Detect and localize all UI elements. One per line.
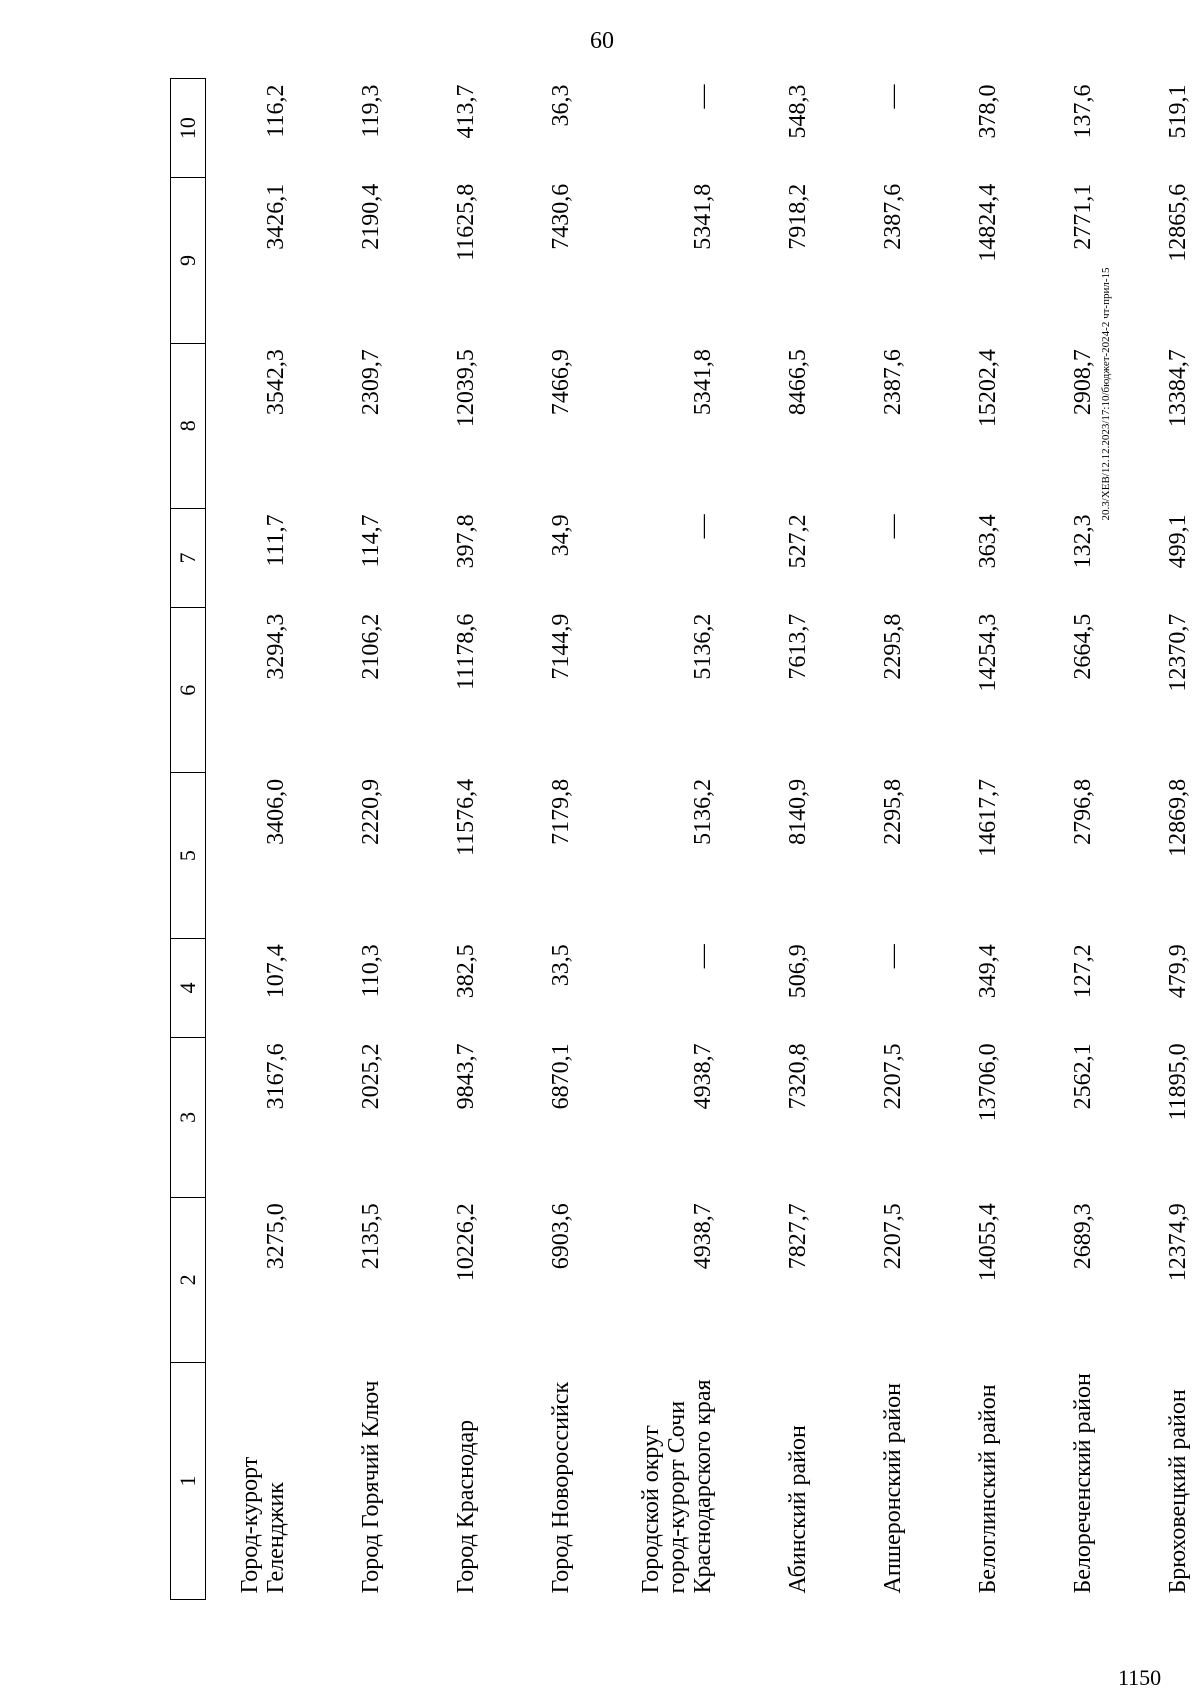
table-cell: 3275,0 [263, 1203, 289, 1270]
table-cell: 397,8 [453, 514, 479, 569]
table-cell: 499,1 [1165, 514, 1191, 569]
table-cell: 4938,7 [690, 1203, 716, 1270]
table-cell: 3294,3 [263, 613, 289, 680]
bottom-page-number: 1150 [1118, 1665, 1162, 1690]
table-cell: — [880, 514, 906, 539]
column-header: 7 [171, 508, 206, 607]
table-cell: 12370,7 [1165, 613, 1191, 692]
budget-table [170, 78, 1200, 1600]
table-row [823, 79, 918, 1600]
table-cell: 506,9 [785, 944, 811, 999]
table-cell: 7144,9 [548, 613, 574, 680]
table-cell: 2771,1 [1070, 183, 1096, 250]
table-cell: — [880, 84, 906, 109]
table-cell: 2106,2 [358, 613, 384, 680]
table-cell: 2664,5 [1070, 613, 1096, 680]
table-cell: 413,7 [453, 84, 479, 139]
table-cell: 11625,8 [453, 183, 479, 261]
table-cell: 14617,7 [975, 778, 1001, 857]
row-name: Городской округ город-курорт Сочи Краснодарского края [638, 1379, 716, 1594]
table-cell: 3426,1 [263, 183, 289, 250]
table-cell: 14254,3 [975, 613, 1001, 692]
table-cell: 7430,6 [548, 183, 574, 250]
table-cell: 3542,3 [263, 349, 289, 416]
table-row [728, 79, 823, 1600]
table-cell: 107,4 [263, 944, 289, 999]
table-cell: 5341,8 [690, 349, 716, 416]
table-row [396, 79, 491, 1600]
table-cell: 2387,6 [880, 349, 906, 416]
table-cell: 2190,4 [358, 183, 384, 250]
table-cell: 2207,5 [880, 1203, 906, 1270]
table-cell: 3167,6 [263, 1043, 289, 1110]
table-cell: 127,2 [1070, 944, 1096, 999]
row-name: Брюховецкий район [1165, 1389, 1191, 1594]
table-row [1013, 79, 1108, 1600]
table-cell: 110,3 [358, 944, 384, 998]
table-cell: 15202,4 [975, 349, 1001, 428]
table-cell: 548,3 [785, 84, 811, 139]
table-cell: 9843,7 [453, 1043, 479, 1110]
table-cell: 2207,5 [880, 1043, 906, 1110]
row-name: Город Горячий Ключ [358, 1380, 384, 1594]
table-cell: 14824,4 [975, 183, 1001, 262]
column-header: 5 [171, 773, 206, 938]
table-cell: 378,0 [975, 84, 1001, 139]
row-name: Белореченский район [1070, 1373, 1096, 1594]
table-cell: 2689,3 [1070, 1203, 1096, 1270]
table-cell: 382,5 [453, 944, 479, 999]
table-cell: 7918,2 [785, 183, 811, 250]
table-row [918, 79, 1013, 1600]
table-cell: 111,7 [263, 514, 289, 567]
table-cell: 2387,6 [880, 183, 906, 250]
table-cell: 5341,8 [690, 183, 716, 250]
row-name: Город Новороссийск [548, 1381, 574, 1594]
table-cell: 11576,4 [453, 778, 479, 857]
table-cell: 6870,1 [548, 1043, 574, 1110]
table-cell: 3406,0 [263, 778, 289, 845]
column-header: 8 [171, 343, 206, 508]
table-cell: 2295,8 [880, 613, 906, 680]
table-cell: 7320,8 [785, 1043, 811, 1110]
column-header: 6 [171, 608, 206, 773]
table-cell: 2025,2 [358, 1043, 384, 1110]
table-cell: 119,3 [358, 84, 384, 138]
table-row [1108, 79, 1200, 1600]
table-cell: 5136,2 [690, 778, 716, 845]
table-cell: 7466,9 [548, 349, 574, 416]
table-cell: 2796,8 [1070, 778, 1096, 845]
row-name: Апшеронский район [880, 1383, 906, 1594]
table-cell: 7179,8 [548, 778, 574, 845]
table-cell: 11178,6 [453, 613, 479, 690]
table-cell: — [690, 514, 716, 539]
table-cell: 33,5 [548, 944, 574, 987]
table-cell: — [690, 84, 716, 109]
table-row [301, 79, 396, 1600]
table-cell: 349,4 [975, 944, 1001, 999]
table-cell: 132,3 [1070, 514, 1096, 569]
table-cell: 14055,4 [975, 1203, 1001, 1282]
table-cell: 13706,0 [975, 1043, 1001, 1122]
row-name: Белоглинский район [975, 1384, 1001, 1594]
table-cell: 11895,0 [1165, 1043, 1191, 1121]
row-name: Абинский район [785, 1425, 811, 1594]
table-cell: 36,3 [548, 84, 574, 127]
column-header: 9 [171, 178, 206, 343]
table-row [586, 79, 728, 1600]
table-cell: 8140,9 [785, 778, 811, 845]
table-cell: 8466,5 [785, 349, 811, 416]
row-name: Город Краснодар [453, 1419, 479, 1594]
column-header: 4 [171, 938, 206, 1037]
column-header: 2 [171, 1197, 206, 1362]
table-cell: 2908,7 [1070, 349, 1096, 416]
table-cell: 137,6 [1070, 84, 1096, 139]
table-row [491, 79, 586, 1600]
table-cell: 2135,5 [358, 1203, 384, 1270]
table-cell: 116,2 [263, 84, 289, 138]
file-stamp-text: 20.3/ХЕВ/12.12.2023/17:10/бюджет-2024-2 чт-прил-15 [1100, 267, 1112, 521]
column-header: 3 [171, 1037, 206, 1197]
table-cell: 527,2 [785, 514, 811, 569]
table-cell: 12865,6 [1165, 183, 1191, 262]
table-cell: 13384,7 [1165, 349, 1191, 428]
table-cell: 4938,7 [690, 1043, 716, 1110]
table-cell: 5136,2 [690, 613, 716, 680]
table-cell: 12869,8 [1165, 778, 1191, 857]
table-cell: 7613,7 [785, 613, 811, 680]
table-cell: 519,1 [1165, 84, 1191, 139]
table-cell: 479,9 [1165, 944, 1191, 999]
table-row [206, 79, 302, 1600]
table-cell: 114,7 [358, 514, 384, 568]
table-cell: 12374,9 [1165, 1203, 1191, 1282]
column-header: 1 [171, 1363, 206, 1600]
row-name: Город-курорт Геленджик [237, 1456, 289, 1594]
table-cell: 34,9 [548, 514, 574, 557]
table-cell: 2309,7 [358, 349, 384, 416]
table-cell: 363,4 [975, 514, 1001, 569]
table-cell: 2295,8 [880, 778, 906, 845]
table-cell: 12039,5 [453, 349, 479, 428]
table-cell: 6903,6 [548, 1203, 574, 1270]
column-header: 10 [171, 79, 206, 178]
page-number: 60 [590, 28, 614, 54]
table-cell: — [690, 944, 716, 969]
table-cell: 10226,2 [453, 1203, 479, 1282]
table-cell: 7827,7 [785, 1203, 811, 1270]
table-cell: 2220,9 [358, 778, 384, 845]
table-cell: 2562,1 [1070, 1043, 1096, 1110]
table-cell: — [880, 944, 906, 969]
header-row [171, 79, 206, 1600]
